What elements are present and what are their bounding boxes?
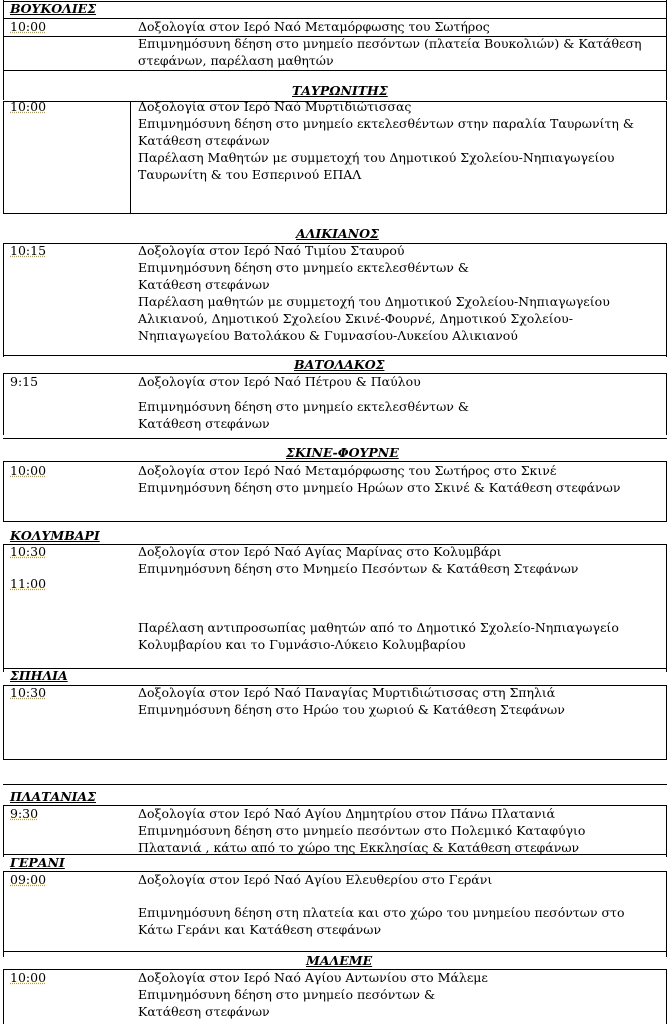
section-title: ΚΟΛΥΜΒΑΡΙ — [10, 528, 100, 543]
event-time: 9:15 — [10, 374, 39, 389]
event-time: 10:00 — [10, 99, 47, 114]
section-title: ΒΟΥΚΟΛΙΕΣ — [10, 1, 97, 16]
event-text: Δοξολογία στον Ιερό Ναό Μυρτιδιώτισσας Επιμνημόσυνη δέηση στο μνημείο εκτελεσθέντων στην παραλία Ταυρωνίτη & Κατάθεση στεφάνων Παρέλαση Μαθητών με συμμετοχή του Δημοτικού Σχολείου-Νηπιαγωγείου Ταυρωνίτη & του Εσπερινού ΕΠΑΛ — [138, 99, 634, 182]
event-time: 10:30 — [10, 685, 47, 700]
section-title: ΤΑΥΡΩΝΙΤΗΣ — [292, 83, 388, 98]
event-text: Δοξολογία στον Ιερό Ναό Μεταμόρφωσης του Σωτήρος Επιμνημόσυνη δέηση στο μνημείο πεσόντων (πλατεία Βουκολιών) & Κατάθεση στεφάνων, παρέλαση μαθητών — [138, 19, 642, 68]
event-time: 11:00 — [10, 576, 47, 591]
event-text: Δοξολογία στον Ιερό Ναό Μεταμόρφωσης του Σωτήρος στο Σκινέ Επιμνημόσυνη δέηση στο μνημείο Ηρώων στο Σκινέ & Κατάθεση στεφάνων — [138, 463, 621, 495]
section-title: ΣΚΙΝΕ-ΦΟΥΡΝΕ — [286, 445, 399, 460]
event-text: Δοξολογία στον Ιερό Ναό Τιμίου Σταυρού Επιμνημόσυνη δέηση στο μνημείο εκτελεσθέντων & Κατάθεση στεφάνων Παρέλαση μαθητών με συμμετοχή του Δημοτικού Σχολείου-Νηπιαγωγείου Αλικιανού, Δημοτικού Σχολείου Σκινέ-Φουρνέ, Δημοτικού Σχολείου- Νηπιαγωγείου Βατολάκου & Γυμνασίου-Λυκείου Αλικιανού — [138, 243, 610, 343]
event-time: 9:30 — [10, 806, 39, 821]
event-text: Δοξολογία στον Ιερό Ναό Αγίου Ελευθερίου στο Γεράνι Επιμνημόσυνη δέηση στη πλατεία και στο χώρο του μνημείου πεσόντων στο Κάτω Γεράνι και Κατάθεση στεφάνων — [138, 872, 625, 937]
section-title: ΣΠΗΛΙΑ — [10, 668, 68, 683]
event-time: 10:00 — [10, 970, 47, 985]
event-text: Δοξολογία στον Ιερό Ναό Αγίου Δημητρίου στον Πάνω Πλατανιά Επιμνημόσυνη δέηση στο μνημείο πεσόντων στο Πολεμικό Καταφύγιο Πλατανιά , κάτω από το χώρο της Εκκλησίας & Κατάθεση στεφάνων — [138, 806, 586, 855]
section-title: ΒΑΤΟΛΑΚΟΣ — [294, 357, 385, 372]
section-title: ΓΕΡΑΝΙ — [10, 855, 65, 870]
event-time: 10:30 — [10, 544, 47, 559]
event-time: 10:00 — [10, 19, 47, 34]
event-text: Δοξολογία στον Ιερό Ναό Αγίου Αντωνίου στο Μάλεμε Επιμνημόσυνη δέηση στο μνημείο πεσόντων & Κατάθεση στεφάνων — [138, 970, 488, 1019]
event-text: Δοξολογία στον Ιερό Ναό Αγίας Μαρίνας στο Κολυμβάρι Επιμνημόσυνη δέηση στο Μνημείο Πεσόντων & Κατάθεση Στεφάνων Παρέλαση αντιπροσωπίας μαθητών από το Δημοτικό Σχολείο-Νηπιαγωγείο Κολυμβαρίου και το Γυμνάσιο-Λύκειο Κολυμβαρίου — [138, 544, 619, 652]
event-time: 10:15 — [10, 243, 47, 258]
section-title: ΑΛΙΚΙΑΝΟΣ — [296, 226, 379, 241]
section-title: ΜΑΛΕΜΕ — [306, 953, 373, 968]
event-time: 09:00 — [10, 872, 47, 887]
section-title: ΠΛΑΤΑΝΙΑΣ — [10, 789, 97, 804]
event-text: Δοξολογία στον Ιερό Ναό Πέτρου & Παύλου Επιμνημόσυνη δέηση στο μνημείο εκτελεσθέντων & Κατάθεση στεφάνων — [138, 374, 469, 431]
event-text: Δοξολογία στον Ιερό Ναό Παναγίας Μυρτιδιώτισσας στη Σπηλιά Επιμνημόσυνη δέηση στο Ηρώο του χωριού & Κατάθεση Στεφάνων — [138, 685, 565, 717]
event-time: 10:00 — [10, 463, 47, 478]
